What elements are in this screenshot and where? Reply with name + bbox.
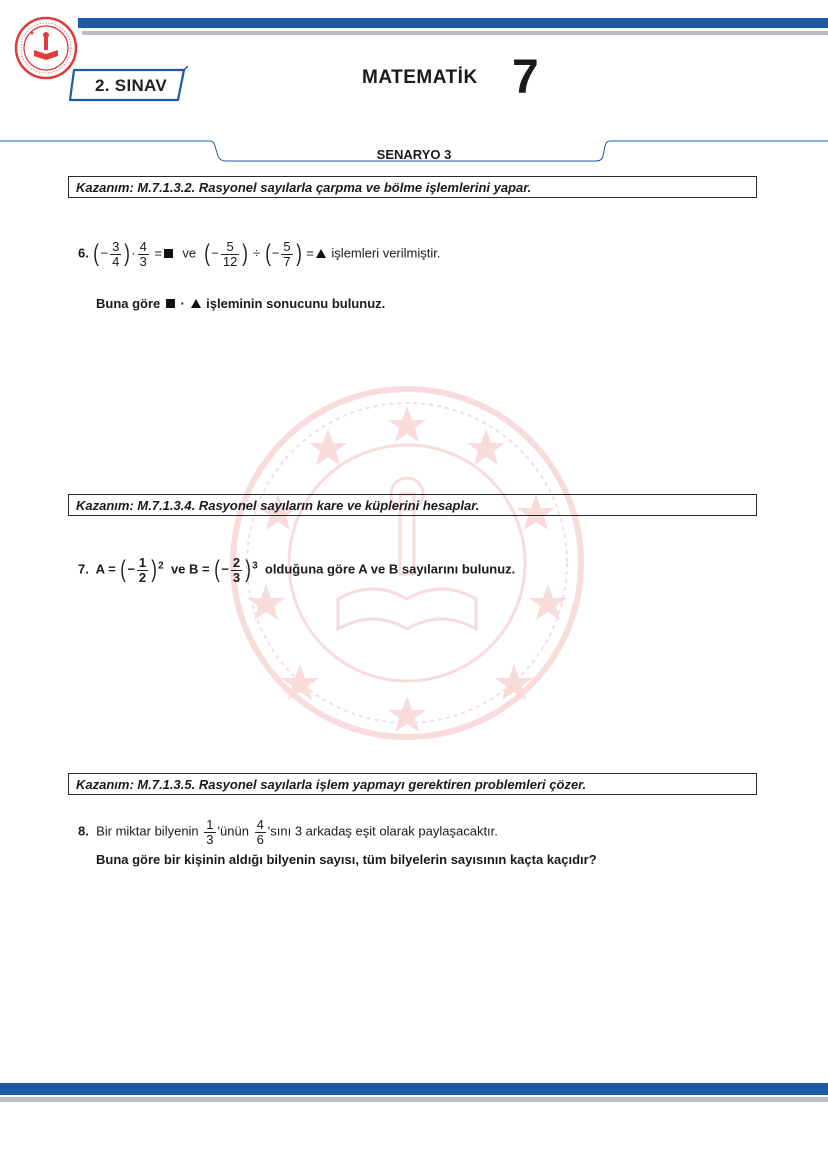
minus-sign: −: [221, 561, 229, 577]
question-number: 7.: [78, 561, 89, 577]
equals-sign: =: [154, 245, 163, 261]
minus-sign: −: [127, 561, 135, 577]
question-text: olduğuna göre A ve B sayılarını bulunuz.: [264, 561, 516, 577]
minus-sign: −: [271, 245, 280, 261]
exponent: 3: [252, 560, 258, 572]
division-sign: ÷: [252, 245, 261, 261]
question-number: 8.: [78, 823, 89, 839]
question-number: 6.: [78, 245, 89, 261]
scenario-title: SENARYO 3: [376, 147, 452, 162]
fraction: $\frac{4}{6}$: [256, 817, 264, 847]
variable-a: A =: [95, 561, 116, 577]
question-8: [78, 818, 498, 846]
dot-operator: ·: [180, 296, 185, 311]
variable-b: ve B =: [170, 561, 210, 577]
question-text: 'sını 3 arkadaş eşit olarak paylaşacaktır.: [267, 823, 498, 839]
question-6-prompt: [96, 296, 385, 311]
prompt-text: işleminin sonucunu bulunuz.: [206, 296, 386, 311]
exponent: 2: [158, 560, 164, 572]
fraction: $\frac{1}{2}$: [138, 555, 147, 585]
question-8-prompt: Buna göre bir kişinin aldığı bilyenin sayısı, tüm bilyelerin sayısının kaçta kaçıdır?: [96, 852, 597, 867]
question-7: 7. A = (− $\frac{1}{2}$ )$^2$ ve B = (− $\frac{2}{3}$ )$^3$ olduğuna göre A ve B sayılarını bulunuz.: [78, 555, 516, 585]
outcome-box-2: Kazanım: M.7.1.3.4. Rasyonel sayıların kare ve küplerini hesaplar.: [68, 494, 757, 516]
footer-gray-bar: [0, 1097, 828, 1102]
footer-blue-bar: [0, 1083, 828, 1095]
question-text: işlemleri verilmiştir.: [331, 245, 441, 261]
fraction: $\frac{4}{3}$: [139, 239, 147, 269]
fraction: $\frac{5}{7}$: [283, 239, 291, 269]
fraction: $\frac{5}{12}$: [222, 239, 238, 269]
header-blue-bar: [78, 18, 828, 28]
connector-text: ve: [182, 245, 197, 261]
square-symbol-icon: [164, 249, 173, 258]
equals-sign: =: [306, 245, 314, 261]
triangle-symbol-icon: [191, 299, 201, 308]
square-symbol-icon: [166, 299, 175, 308]
question-6: 6. (− $\frac{3}{4}$ )· $\frac{4}{3}$ = ve (− $\frac{5}{12}$ ) ÷ (− $\frac{5}{7}$ ) = işlemleri verilmiştir.: [78, 239, 441, 269]
minus-sign: −: [211, 245, 219, 261]
subject-title: MATEMATİK: [362, 67, 478, 88]
fraction: $\frac{3}{4}$: [112, 239, 120, 269]
exam-label: 2. SINAV: [95, 76, 167, 95]
grade-number: 7: [512, 51, 539, 104]
question-text: 'ünün: [217, 823, 249, 839]
question-text: Bir miktar bilyenin: [96, 823, 199, 839]
fraction: $\frac{2}{3}$: [232, 555, 241, 585]
triangle-symbol-icon: [316, 249, 326, 258]
outcome-box-1: Kazanım: M.7.1.3.2. Rasyonel sayılarla çarpma ve bölme işlemlerini yapar.: [68, 176, 757, 198]
minus-sign: −: [100, 245, 109, 261]
outcome-box-3: Kazanım: M.7.1.3.5. Rasyonel sayılarla işlem yapmayı gerektiren problemleri çözer.: [68, 773, 757, 795]
header-gray-bar: [82, 31, 828, 35]
prompt-text: Buna göre: [96, 296, 161, 311]
fraction: $\frac{1}{3}$: [206, 817, 214, 847]
